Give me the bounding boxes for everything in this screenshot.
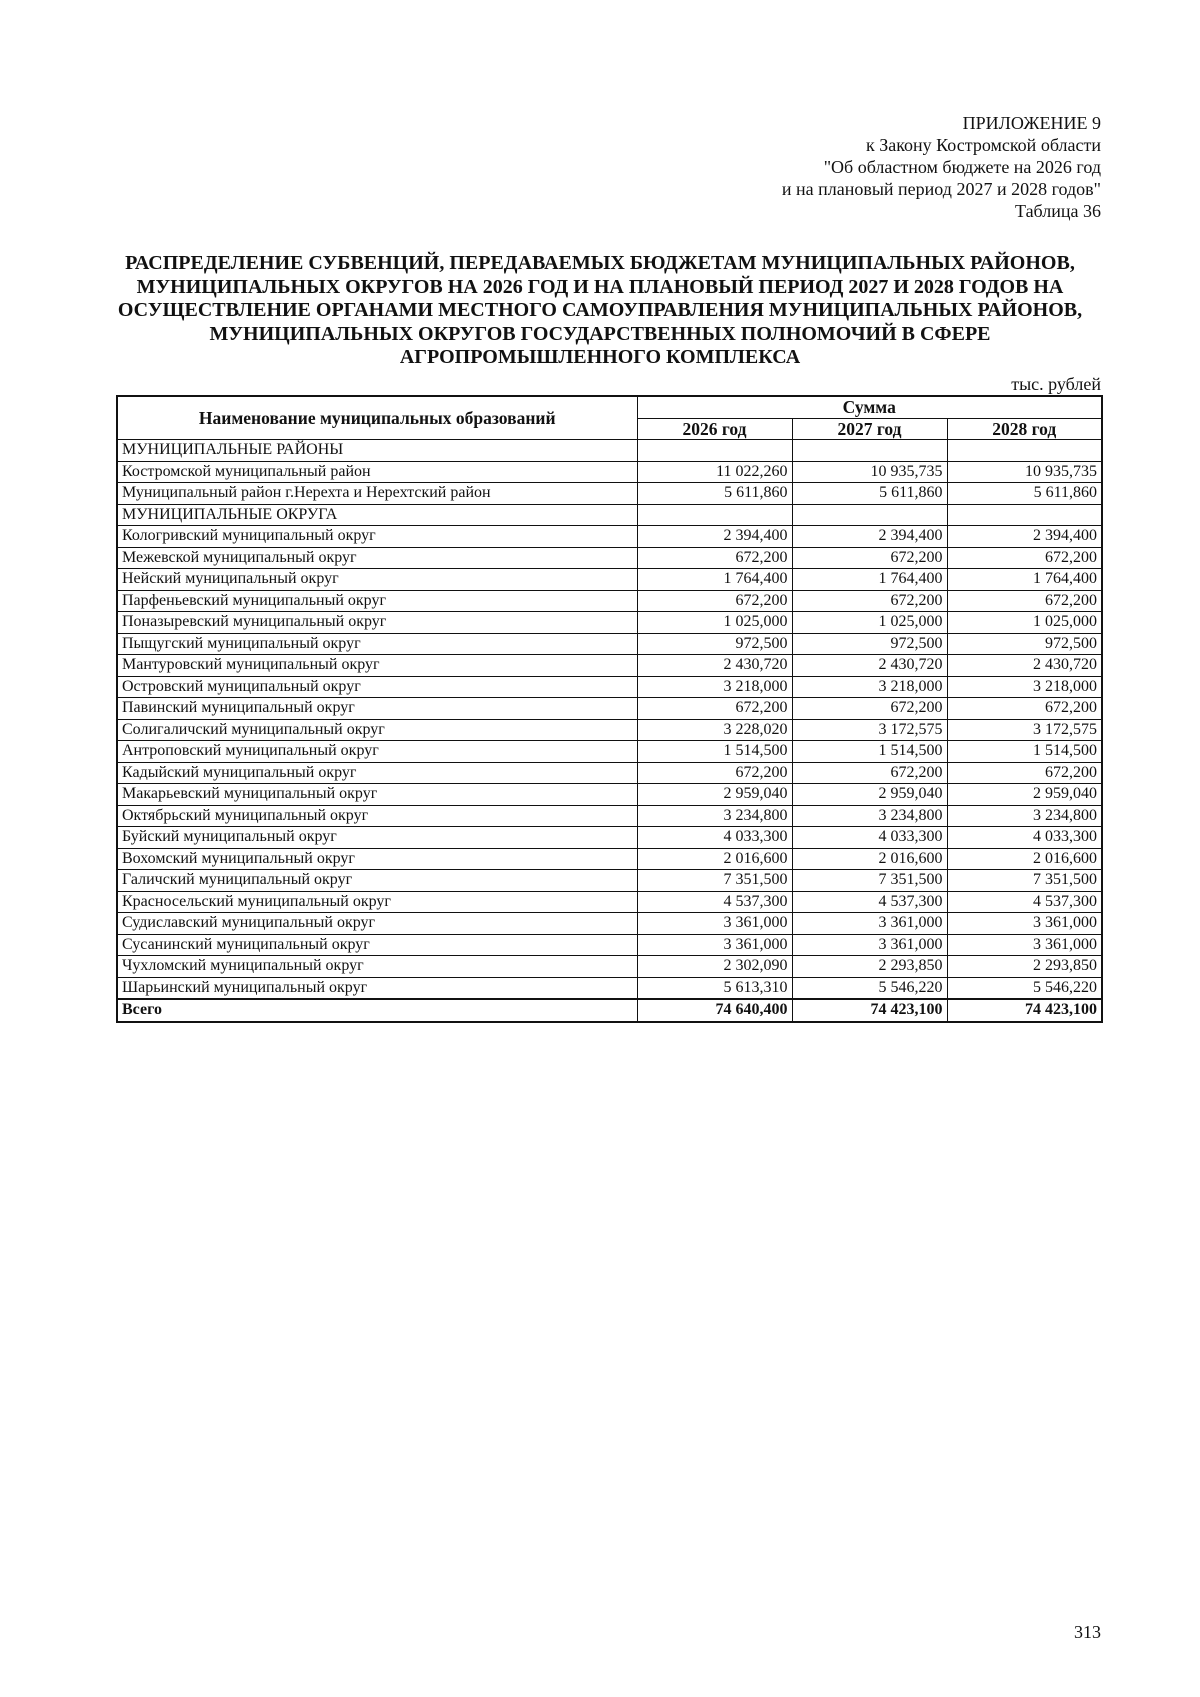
municipality-name: Межевской муниципальный округ	[117, 547, 637, 569]
amount-2027: 1 025,000	[792, 612, 947, 634]
municipality-name: Нейский муниципальный округ	[117, 569, 637, 591]
amount-2028: 74 423,100	[947, 999, 1102, 1022]
header-name: Наименование муниципальных образований	[117, 396, 637, 440]
amount-2028: 3 361,000	[947, 934, 1102, 956]
header-year: 2026 год	[637, 418, 792, 440]
municipality-name: Пыщугский муниципальный округ	[117, 633, 637, 655]
amount-2026: 3 361,000	[637, 934, 792, 956]
amount-2028: 7 351,500	[947, 870, 1102, 892]
municipality-name: Поназыревский муниципальный округ	[117, 612, 637, 634]
amount-2026: 2 394,400	[637, 526, 792, 548]
amount-2028: 2 430,720	[947, 655, 1102, 677]
amount-2026: 5 611,860	[637, 483, 792, 505]
amount-2026: 672,200	[637, 590, 792, 612]
amount-2027: 672,200	[792, 762, 947, 784]
amount-2026: 3 361,000	[637, 913, 792, 935]
amount-2027: 3 234,800	[792, 805, 947, 827]
amount-2026: 2 302,090	[637, 956, 792, 978]
amount-2028: 4 033,300	[947, 827, 1102, 849]
units-label: тыс. рублей	[1011, 374, 1101, 394]
amount-2027: 5 611,860	[792, 483, 947, 505]
table-row	[117, 590, 1102, 612]
amount-2028: 2 016,600	[947, 848, 1102, 870]
table-row	[117, 956, 1102, 978]
municipality-name: Муниципальный район г.Нерехта и Нерехтский район	[117, 483, 637, 505]
amount-2028: 10 935,735	[947, 461, 1102, 483]
empty-cell	[947, 504, 1102, 526]
amount-2026: 74 640,400	[637, 999, 792, 1022]
annex-line: "Об областном бюджете на 2026 год	[823, 157, 1101, 177]
amount-2028: 672,200	[947, 698, 1102, 720]
subventions-table	[116, 395, 1103, 1023]
amount-2028: 972,500	[947, 633, 1102, 655]
amount-2027: 972,500	[792, 633, 947, 655]
amount-2027: 2 959,040	[792, 784, 947, 806]
amount-2028: 672,200	[947, 590, 1102, 612]
table-row	[117, 483, 1102, 505]
amount-2026: 11 022,260	[637, 461, 792, 483]
header-year: 2028 год	[947, 418, 1102, 440]
section-label: МУНИЦИПАЛЬНЫЕ ОКРУГА	[117, 504, 637, 526]
amount-2026: 2 959,040	[637, 784, 792, 806]
amount-2026: 4 537,300	[637, 891, 792, 913]
amount-2027: 672,200	[792, 698, 947, 720]
amount-2028: 5 546,220	[947, 977, 1102, 999]
amount-2027: 1 514,500	[792, 741, 947, 763]
amount-2026: 1 025,000	[637, 612, 792, 634]
header-year: 2027 год	[792, 418, 947, 440]
municipality-name: Антроповский муниципальный округ	[117, 741, 637, 763]
amount-2028: 2 959,040	[947, 784, 1102, 806]
amount-2028: 1 764,400	[947, 569, 1102, 591]
municipality-name: Буйский муниципальный округ	[117, 827, 637, 849]
table-row	[117, 526, 1102, 548]
table-row	[117, 977, 1102, 999]
amount-2027: 3 218,000	[792, 676, 947, 698]
amount-2027: 3 361,000	[792, 934, 947, 956]
municipality-name: Чухломский муниципальный округ	[117, 956, 637, 978]
amount-2027: 74 423,100	[792, 999, 947, 1022]
amount-2028: 3 218,000	[947, 676, 1102, 698]
total-row	[117, 999, 1102, 1022]
amount-2028: 3 172,575	[947, 719, 1102, 741]
title-line: АГРОПРОМЫШЛЕННОГО КОМПЛЕКСА	[399, 346, 801, 368]
amount-2026: 3 228,020	[637, 719, 792, 741]
page-number: 313	[1074, 1622, 1101, 1642]
table-row	[117, 870, 1102, 892]
municipality-name: Павинский муниципальный округ	[117, 698, 637, 720]
amount-2026: 2 016,600	[637, 848, 792, 870]
annex-line: к Закону Костромской области	[865, 135, 1101, 155]
amount-2026: 1 764,400	[637, 569, 792, 591]
municipality-name: Солигаличский муниципальный округ	[117, 719, 637, 741]
amount-2028: 1 514,500	[947, 741, 1102, 763]
table-row	[117, 569, 1102, 591]
amount-2026: 4 033,300	[637, 827, 792, 849]
municipality-name: Костромской муниципальный район	[117, 461, 637, 483]
table-row	[117, 612, 1102, 634]
amount-2026: 672,200	[637, 698, 792, 720]
title-line: МУНИЦИПАЛЬНЫХ ОКРУГОВ ГОСУДАРСТВЕННЫХ ПОЛНОМОЧИЙ В СФЕРЕ	[209, 322, 991, 345]
amount-2028: 3 234,800	[947, 805, 1102, 827]
amount-2027: 4 537,300	[792, 891, 947, 913]
section-row	[117, 504, 1102, 526]
municipality-name: Октябрьский муниципальный округ	[117, 805, 637, 827]
amount-2028: 2 394,400	[947, 526, 1102, 548]
amount-2026: 7 351,500	[637, 870, 792, 892]
municipality-name: Вохомский муниципальный округ	[117, 848, 637, 870]
municipality-name: Кадыйский муниципальный округ	[117, 762, 637, 784]
table-row	[117, 848, 1102, 870]
amount-2026: 672,200	[637, 547, 792, 569]
annex-line: ПРИЛОЖЕНИЕ 9	[962, 113, 1101, 133]
municipality-name: Парфеньевский муниципальный округ	[117, 590, 637, 612]
empty-cell	[792, 504, 947, 526]
section-label: МУНИЦИПАЛЬНЫЕ РАЙОНЫ	[117, 440, 637, 462]
amount-2028: 672,200	[947, 547, 1102, 569]
amount-2028: 5 611,860	[947, 483, 1102, 505]
table-row	[117, 827, 1102, 849]
total-label: Всего	[117, 999, 637, 1022]
table-row	[117, 805, 1102, 827]
empty-cell	[792, 440, 947, 462]
table-row	[117, 676, 1102, 698]
municipality-name: Кологривский муниципальный округ	[117, 526, 637, 548]
empty-cell	[947, 440, 1102, 462]
amount-2027: 7 351,500	[792, 870, 947, 892]
amount-2027: 10 935,735	[792, 461, 947, 483]
amount-2027: 672,200	[792, 547, 947, 569]
table-row	[117, 719, 1102, 741]
table-row	[117, 934, 1102, 956]
table-row	[117, 741, 1102, 763]
amount-2027: 1 764,400	[792, 569, 947, 591]
amount-2028: 4 537,300	[947, 891, 1102, 913]
amount-2026: 972,500	[637, 633, 792, 655]
table-row	[117, 655, 1102, 677]
amount-2026: 3 234,800	[637, 805, 792, 827]
amount-2026: 1 514,500	[637, 741, 792, 763]
table-row	[117, 891, 1102, 913]
title-line: МУНИЦИПАЛЬНЫХ ОКРУГОВ НА 2026 ГОД И НА ПЛАНОВЫЙ ПЕРИОД 2027 И 2028 ГОДОВ НА	[136, 275, 1064, 298]
amount-2026: 2 430,720	[637, 655, 792, 677]
amount-2028: 672,200	[947, 762, 1102, 784]
title-line: РАСПРЕДЕЛЕНИЕ СУБВЕНЦИЙ, ПЕРЕДАВАЕМЫХ БЮДЖЕТАМ МУНИЦИПАЛЬНЫХ РАЙОНОВ,	[125, 252, 1075, 274]
table-row	[117, 698, 1102, 720]
table-row	[117, 784, 1102, 806]
amount-2026: 672,200	[637, 762, 792, 784]
municipality-name: Сусанинский муниципальный округ	[117, 934, 637, 956]
amount-2028: 2 293,850	[947, 956, 1102, 978]
empty-cell	[637, 440, 792, 462]
header-sum: Сумма	[637, 396, 1102, 418]
table-row	[117, 461, 1102, 483]
amount-2027: 5 546,220	[792, 977, 947, 999]
amount-2026: 3 218,000	[637, 676, 792, 698]
table-row	[117, 913, 1102, 935]
municipality-name: Шарьинский муниципальный округ	[117, 977, 637, 999]
annex-header	[501, 112, 1101, 222]
amount-2027: 3 361,000	[792, 913, 947, 935]
amount-2027: 2 016,600	[792, 848, 947, 870]
table-row	[117, 547, 1102, 569]
annex-line: и на плановый период 2027 и 2028 годов"	[781, 179, 1101, 199]
table-body	[117, 440, 1102, 1022]
amount-2027: 2 293,850	[792, 956, 947, 978]
table-row	[117, 633, 1102, 655]
table-number: Таблица 36	[1015, 201, 1101, 221]
amount-2028: 1 025,000	[947, 612, 1102, 634]
municipality-name: Макарьевский муниципальный округ	[117, 784, 637, 806]
municipality-name: Красносельский муниципальный округ	[117, 891, 637, 913]
municipality-name: Судиславский муниципальный округ	[117, 913, 637, 935]
amount-2026: 5 613,310	[637, 977, 792, 999]
empty-cell	[637, 504, 792, 526]
municipality-name: Мантуровский муниципальный округ	[117, 655, 637, 677]
section-row	[117, 440, 1102, 462]
amount-2027: 3 172,575	[792, 719, 947, 741]
amount-2027: 2 430,720	[792, 655, 947, 677]
amount-2028: 3 361,000	[947, 913, 1102, 935]
municipality-name: Островский муниципальный округ	[117, 676, 637, 698]
amount-2027: 672,200	[792, 590, 947, 612]
title-line: ОСУЩЕСТВЛЕНИЕ ОРГАНАМИ МЕСТНОГО САМОУПРАВЛЕНИЯ МУНИЦИПАЛЬНЫХ РАЙОНОВ,	[117, 299, 1083, 321]
amount-2027: 4 033,300	[792, 827, 947, 849]
municipality-name: Галичский муниципальный округ	[117, 870, 637, 892]
amount-2027: 2 394,400	[792, 526, 947, 548]
document-title	[100, 252, 1100, 370]
table-row	[117, 762, 1102, 784]
